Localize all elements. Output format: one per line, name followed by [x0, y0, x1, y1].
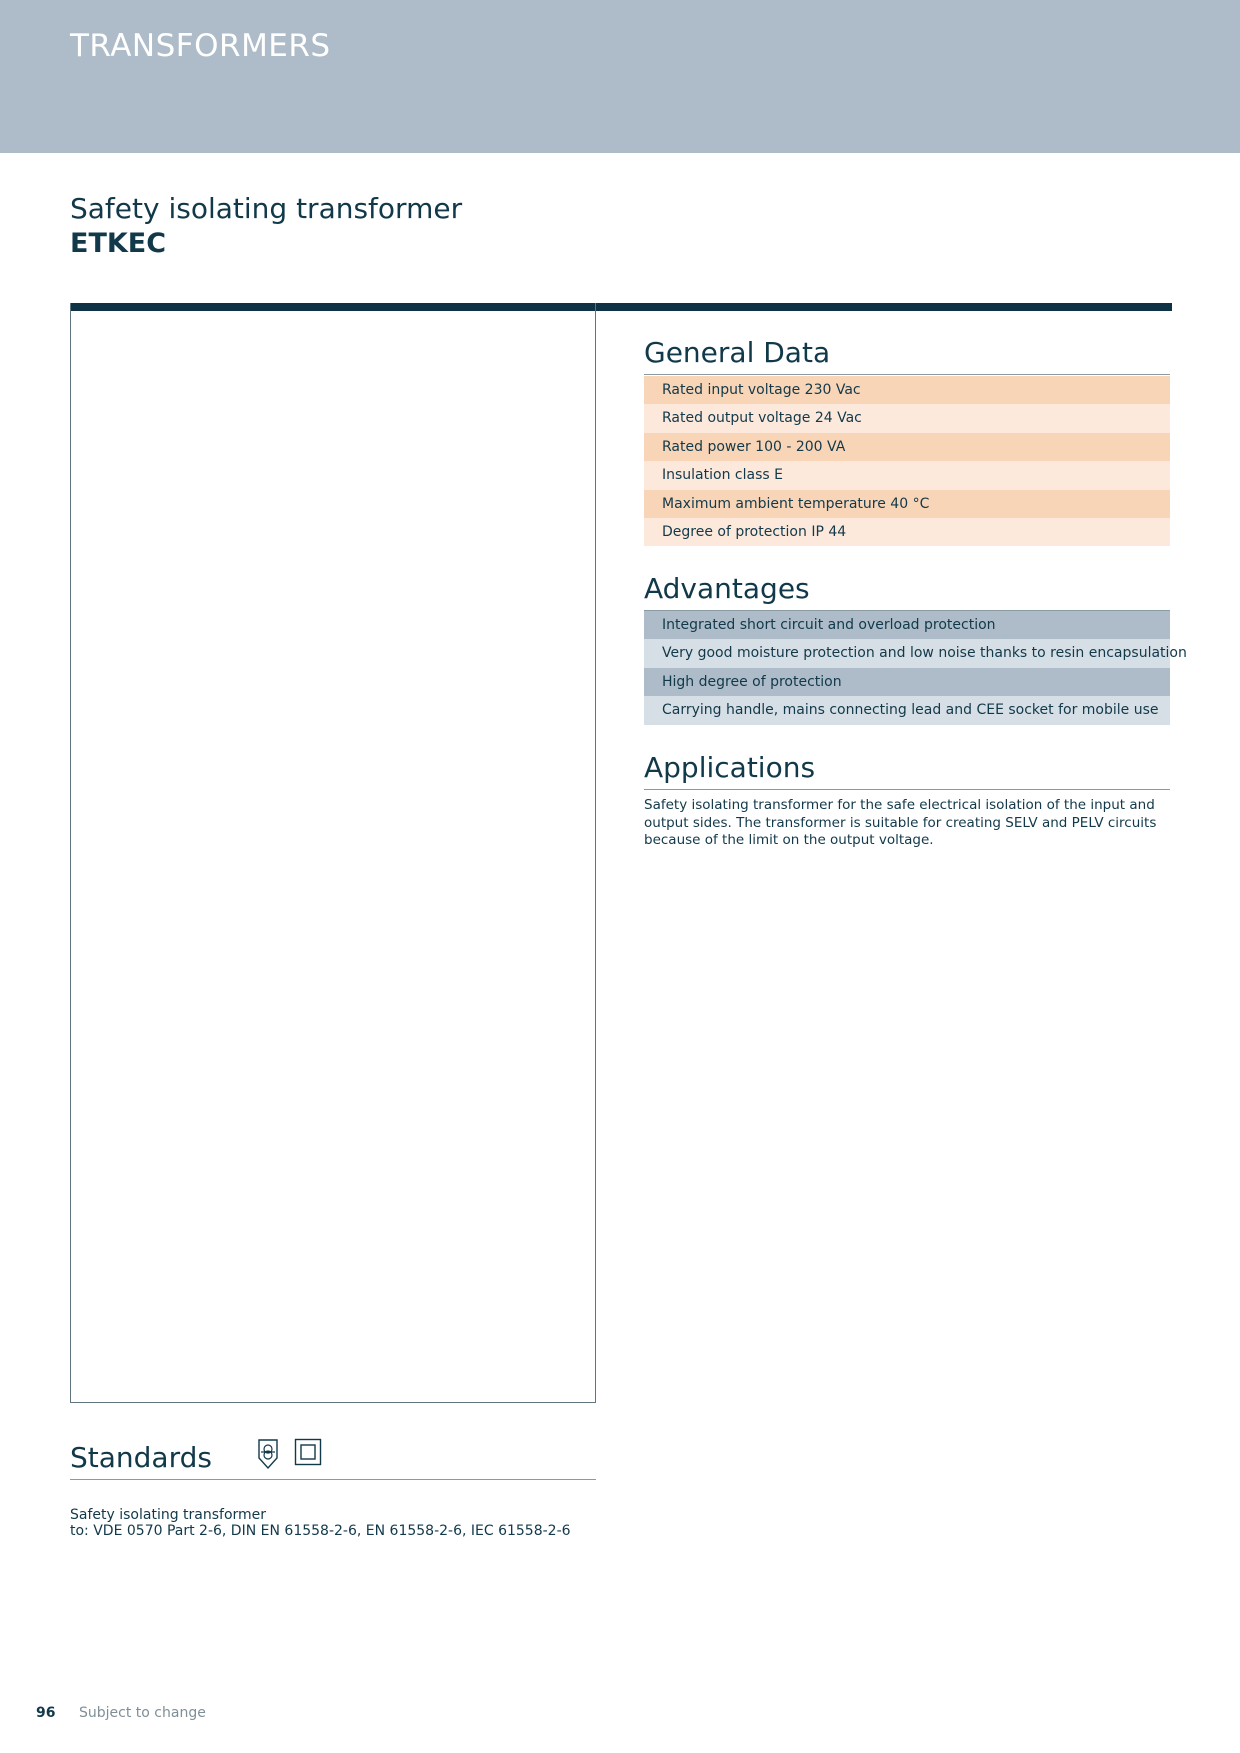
- advantage-row: Carrying handle, mains connecting lead and CEE socket for mobile use: [644, 696, 1170, 724]
- advantages-table: [644, 611, 1187, 725]
- general-data-title: General Data: [644, 336, 831, 369]
- advantage-row: Integrated short circuit and overload protection: [644, 611, 1170, 639]
- general-data-row: Maximum ambient temperature 40 °C: [644, 490, 1170, 518]
- advantage-row: High degree of protection: [644, 668, 1170, 696]
- product-line-title: Safety isolating transformer: [70, 192, 463, 225]
- standards-title: Standards: [70, 1441, 212, 1474]
- short-circuit-proof-safety-transformer-icon: [256, 1438, 280, 1474]
- standards-icons: [256, 1438, 322, 1474]
- advantage-row: Very good moisture protection and low noise thanks to resin encapsulation: [644, 639, 1170, 667]
- general-data-row: Degree of protection IP 44: [644, 518, 1170, 546]
- applications-rule: [644, 789, 1170, 790]
- standards-text: [70, 1507, 571, 1539]
- standards-rule: [70, 1479, 596, 1480]
- footer-note: Subject to change: [79, 1705, 206, 1721]
- general-data-row: Rated power 100 - 200 VA: [644, 433, 1170, 461]
- standards-line-2: to: VDE 0570 Part 2-6, DIN EN 61558-2-6, EN 61558-2-6, IEC 61558-2-6: [70, 1523, 571, 1539]
- applications-title: Applications: [644, 751, 816, 784]
- protection-class-ii-icon: [294, 1438, 322, 1474]
- general-data-table: [644, 376, 1170, 546]
- product-code: ETKEC: [70, 228, 167, 259]
- product-image-frame: [70, 303, 596, 1403]
- applications-text: Safety isolating transformer for the safe electrical isolation of the input and output sides. The transformer is suitable for creating SELV and PELV circuits because of the limit on the output voltage.: [644, 797, 1157, 848]
- page-number: 96: [36, 1705, 56, 1721]
- standards-line-1: Safety isolating transformer: [70, 1507, 267, 1523]
- advantages-title: Advantages: [644, 572, 810, 605]
- category-title: TRANSFORMERS: [70, 28, 331, 64]
- general-data-row: Insulation class E: [644, 461, 1170, 489]
- general-data-row: Rated output voltage 24 Vac: [644, 404, 1170, 432]
- general-data-rule: [644, 374, 1170, 375]
- header-banner: [0, 0, 1240, 153]
- general-data-row: Rated input voltage 230 Vac: [644, 376, 1170, 404]
